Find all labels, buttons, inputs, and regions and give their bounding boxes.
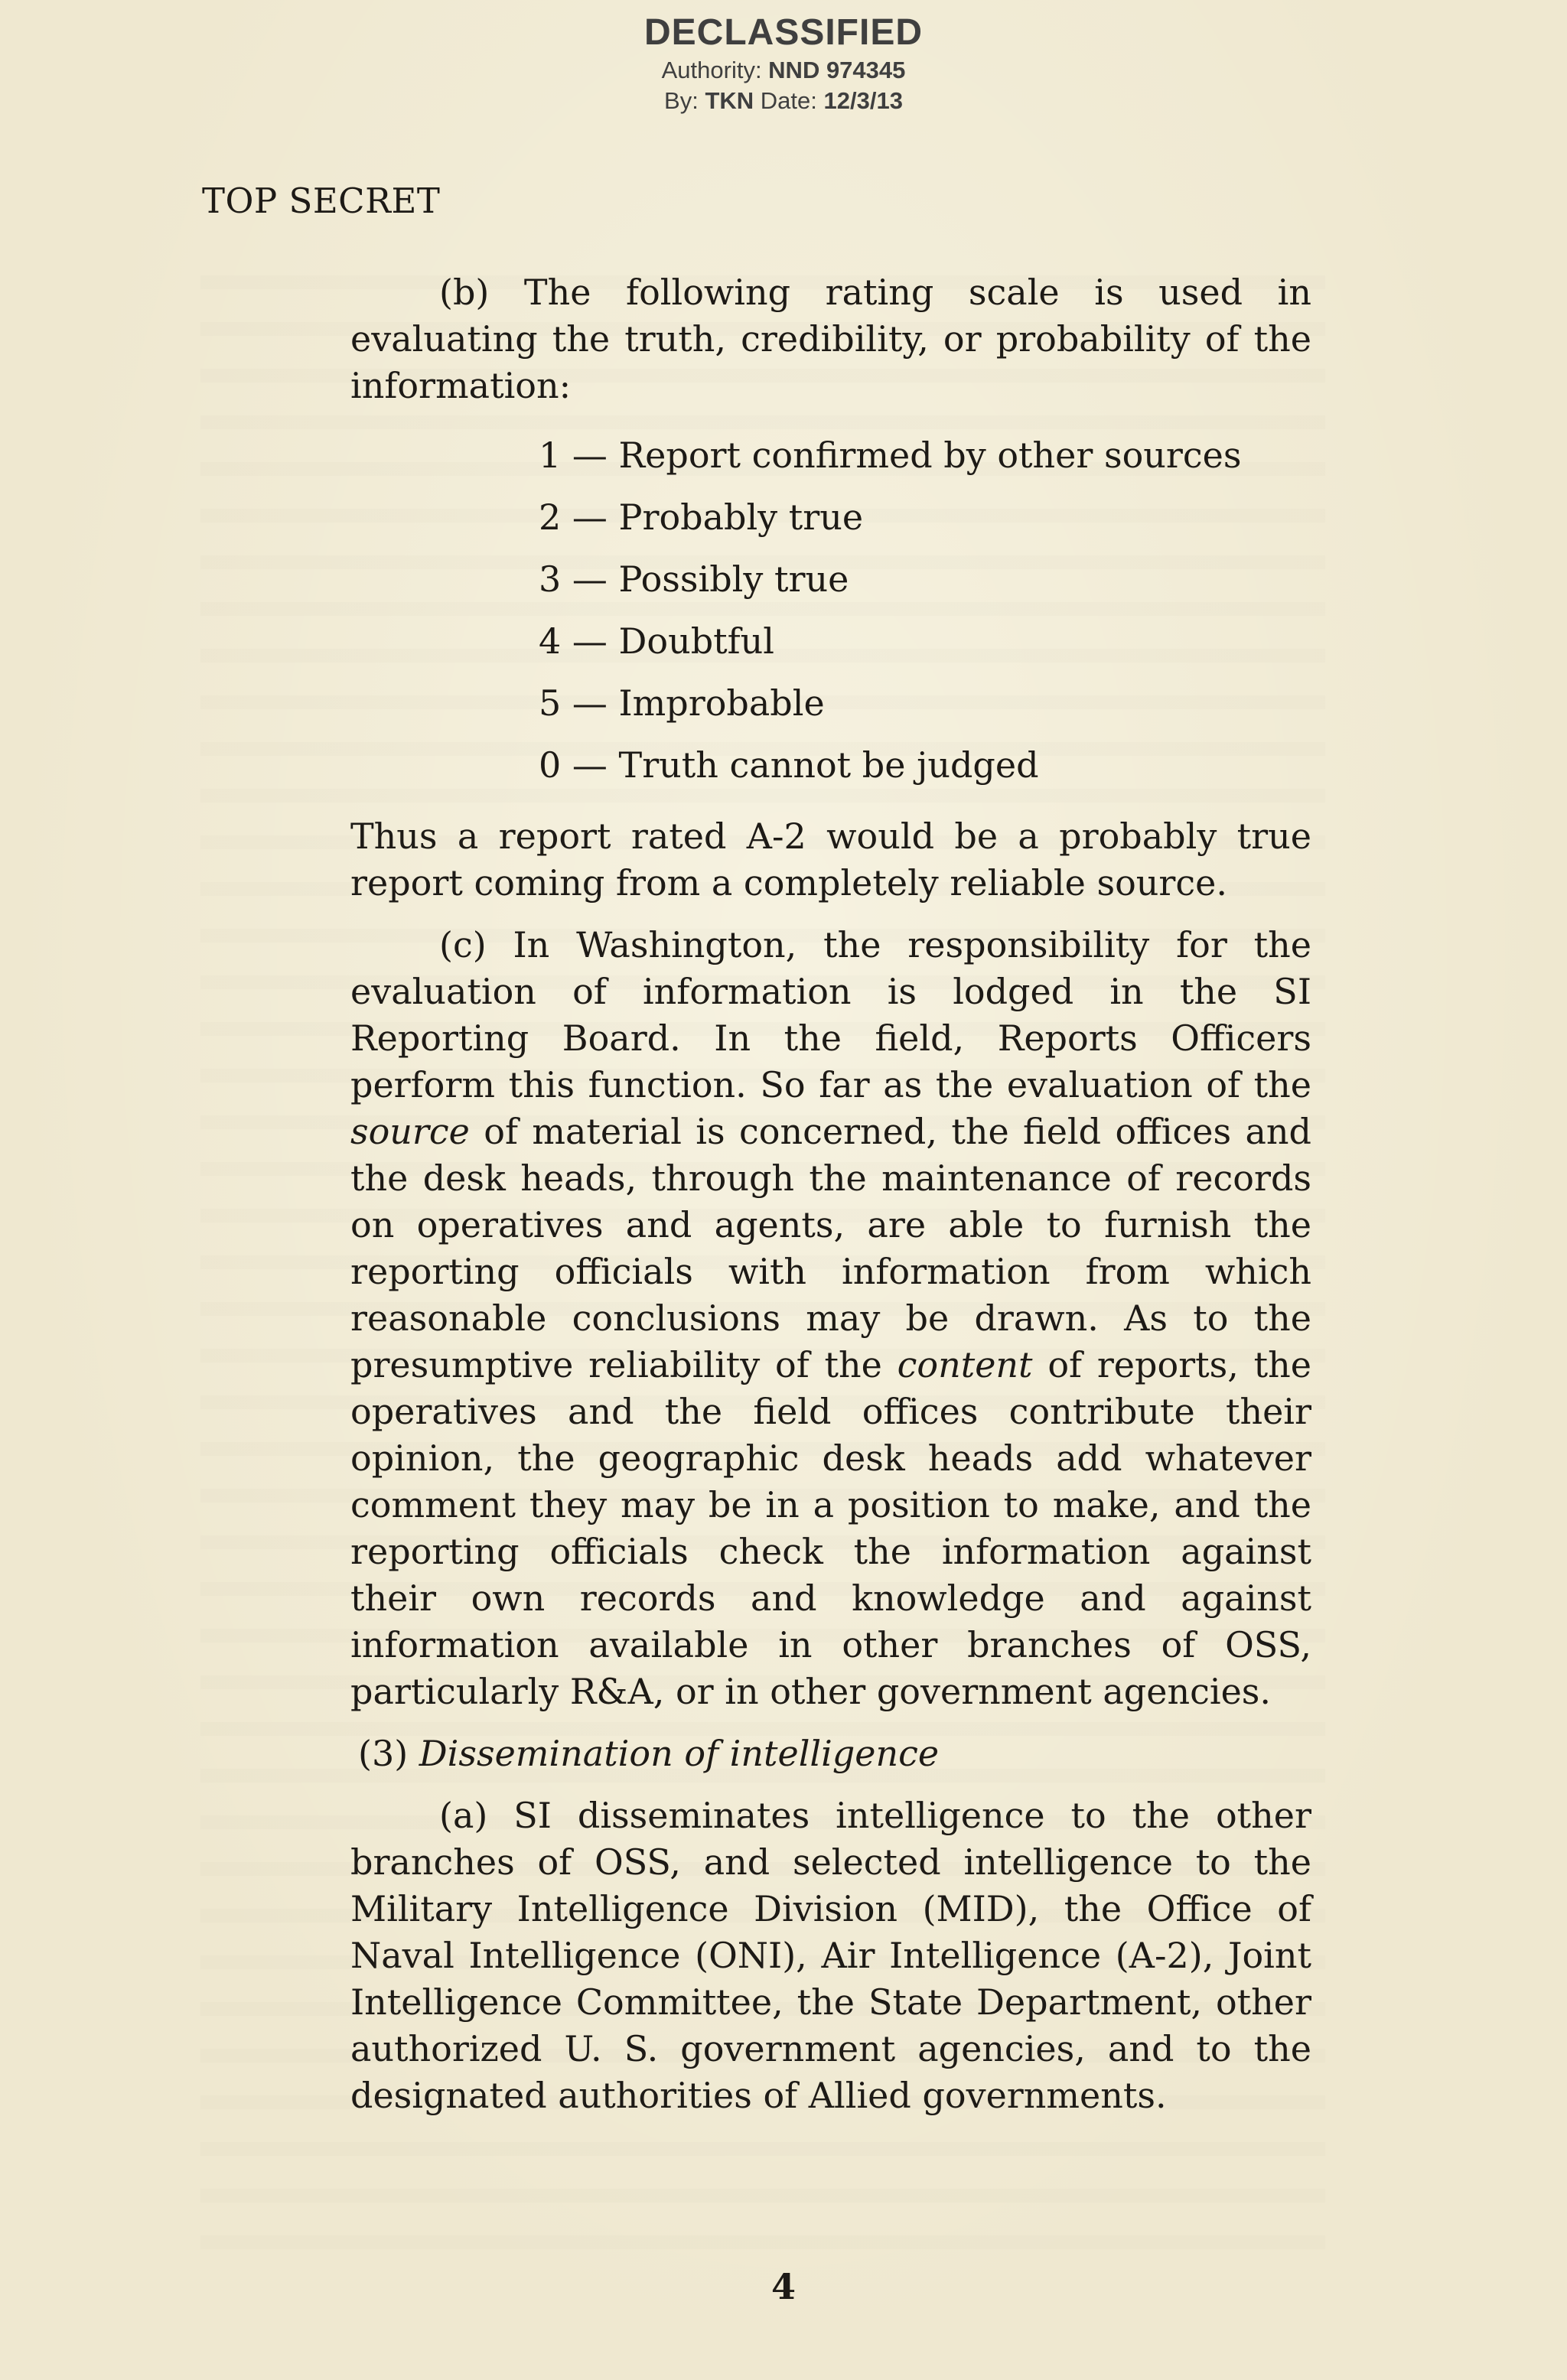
rating-scale-item: 4 — Doubtful [539,620,775,662]
paragraph-c-part3: of reports, the operatives and the field offices contribute their opinion, the geographic desk heads add whatever comment they may be in a position to make, and the reporting officials check the information against their own records and knowledge and against information available in other branches of OSS, particularly R&A, or in other government agencies. [350,1344,1311,1712]
rating-scale-item: 5 — Improbable [539,682,825,724]
paragraph-thus: Thus a report rated A-2 would be a probably true report coming from a completely reliable source. [350,816,1311,903]
paragraph-c-emphasis-source: source [350,1111,470,1152]
by-value: TKN [705,87,754,114]
date-value: 12/3/13 [823,87,903,114]
rating-scale-item: 3 — Possibly true [539,558,849,600]
paragraph-b: (b) The following rating scale is used in evaluating the truth, credibility, or probability of the information: [350,272,1311,406]
paragraph-c-part1: (c) In Washington, the responsibility for the evaluation of information is lodged in the SI Reporting Board. In the field, Reports Officers perform this function. So far as the evaluation of the [350,924,1311,1105]
rating-scale-list [350,425,1311,796]
paragraph-c [350,922,1311,1715]
date-label: Date: [754,87,824,114]
paragraph-c-part2: of material is concerned, the field offices and the desk heads, through the maintenance of records on operatives and agents, are able to furnish the reporting officials with information from which reasonable conclusions may be drawn. As to the presumptive reliability of the [350,1111,1311,1385]
section-heading [350,1730,1311,1777]
stamp-title: DECLASSIFIED [643,12,924,53]
paragraph-a: (a) SI disseminates intelligence to the other branches of OSS, and selected intelligence to the Military Intelligence Division (MID), the Office of Naval Intelligence (ONI), Air Intelligence (A-2), Joint Intelligence Committee, the State Department, other authorized U. S. government agencies, and to the designated authorities of Allied governments. [350,1795,1311,2116]
by-label: By: [664,87,705,114]
authority-value: NND 974345 [768,57,906,83]
rating-scale-item: 0 — Truth cannot be judged [539,744,1039,786]
section-number: (3) [358,1733,419,1774]
rating-scale-item: 2 — Probably true [539,497,864,538]
section-title: Dissemination of intelligence [419,1733,940,1774]
classification-marking: TOP SECRET [202,181,441,221]
document-body [350,269,1311,2134]
stamp-by-date [0,86,1567,116]
page-number: 4 [770,2266,796,2307]
paragraph-c-emphasis-content: content [897,1344,1033,1385]
declassified-stamp [0,11,1567,116]
authority-label: Authority: [661,57,769,83]
rating-scale-item: 1 — Report confirmed by other sources [539,435,1242,476]
stamp-authority [0,55,1567,86]
